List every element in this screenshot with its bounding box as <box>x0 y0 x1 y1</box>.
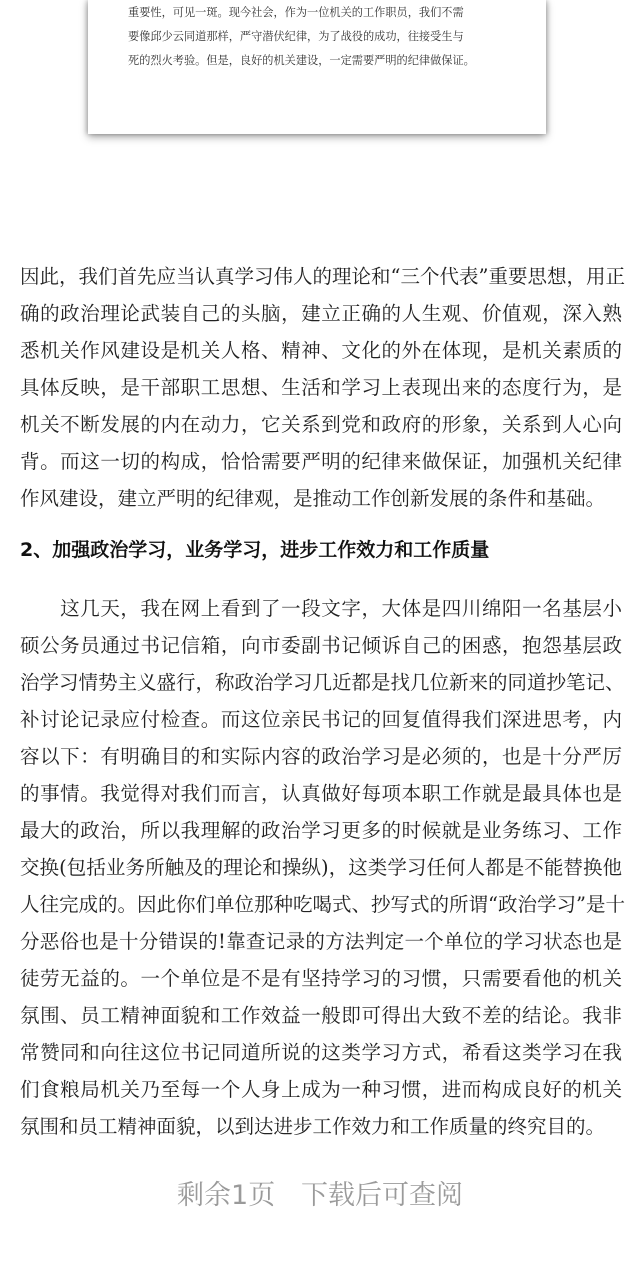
paragraph-line: 氛围、员工精神面貌和工作效益一般即可得出大致不差的结论。我非 <box>20 1004 622 1027</box>
preview-line: 重要性，可见一斑。现今社会，作为一位机关的工作职员，我们不需 <box>128 6 464 19</box>
paragraph-line: 硕公务员通过书记信箱，向市委副书记倾诉自己的困惑，抱怨基层政 <box>20 634 622 657</box>
remaining-pages-notice[interactable] <box>0 1176 640 1216</box>
paragraph-line: 背。而这一切的构成，恰恰需要严明的纪律来做保证，加强机关纪律 <box>20 450 622 473</box>
paragraph-line: 补讨论记录应付检查。而这位亲民书记的回复值得我们深进思考，内 <box>20 708 622 731</box>
paragraph-line: 机关不断发展的内在动力，它关系到党和政府的形象，关系到人心向 <box>20 413 622 436</box>
paragraph-2 <box>20 590 625 1145</box>
paragraph-1 <box>20 258 625 517</box>
paragraph-line: 因此，我们首先应当认真学习伟人的理论和“三个代表”重要思想，用正 <box>20 265 625 288</box>
download-hint: 下载后可查阅 <box>300 1180 463 1211</box>
paragraph-line: 们食粮局机关乃至每一个人身上成为一种习惯，进而构成良好的机关 <box>20 1078 622 1101</box>
paragraph-line: 分恶俗也是十分错误的!靠查记录的方法判定一个单位的学习状态也是 <box>20 930 622 953</box>
section-heading: 2、加强政治学习，业务学习，进步工作效力和工作质量 <box>20 539 490 561</box>
paragraph-line: 悉机关作风建设是机关人格、精神、文化的外在体现，是机关素质的 <box>20 339 622 362</box>
paragraph-line: 徒劳无益的。一个单位是不是有坚持学习的习惯，只需要看他的机关 <box>20 967 622 990</box>
paragraph-line: 具体反映，是干部职工思想、生活和学习上表现出来的态度行为，是 <box>20 376 622 399</box>
paragraph-line: 的事情。我觉得对我们而言，认真做好每项本职工作就是最具体也是 <box>20 782 622 805</box>
preview-line: 死的烈火考验。但是，良好的机关建设，一定需要严明的纪律做保证。 <box>128 54 475 67</box>
remaining-pages-count: 剩余1页 <box>177 1180 276 1211</box>
preview-line: 要像邱少云同道那样，严守潜伏纪律，为了战役的成功，往接受生与 <box>128 30 464 43</box>
paragraph-line: 治学习情势主义盛行，称政治学习几近都是找几位新来的同道抄笔记、 <box>20 671 625 694</box>
paragraph-line: 人往完成的。因此你们单位那种吃喝式、抄写式的所谓“政治学习”是十 <box>20 893 625 916</box>
paragraph-line: 最大的政治，所以我理解的政治学习更多的时候就是业务练习、工作 <box>20 819 622 842</box>
document-preview-card <box>88 0 546 134</box>
paragraph-line: 氛围和员工精神面貌，以到达进步工作效力和工作质量的终究目的。 <box>20 1115 606 1138</box>
paragraph-line: 确的政治理论武装自己的头脑，建立正确的人生观、价值观，深入熟 <box>20 302 622 325</box>
paragraph-line: 容以下：有明确目的和实际内容的政治学习是必须的，也是十分严厉 <box>20 745 622 768</box>
paragraph-line: 交换(包括业务所触及的理论和操纵)，这类学习任何人都是不能替换他 <box>20 856 622 879</box>
paragraph-line: 这几天，我在网上看到了一段文字，大体是四川绵阳一名基层小 <box>20 597 622 620</box>
paragraph-line: 常赞同和向往这位书记同道所说的这类学习方式，希看这类学习在我 <box>20 1041 622 1064</box>
paragraph-line: 作风建设，建立严明的纪律观，是推动工作创新发展的条件和基础。 <box>20 487 606 510</box>
